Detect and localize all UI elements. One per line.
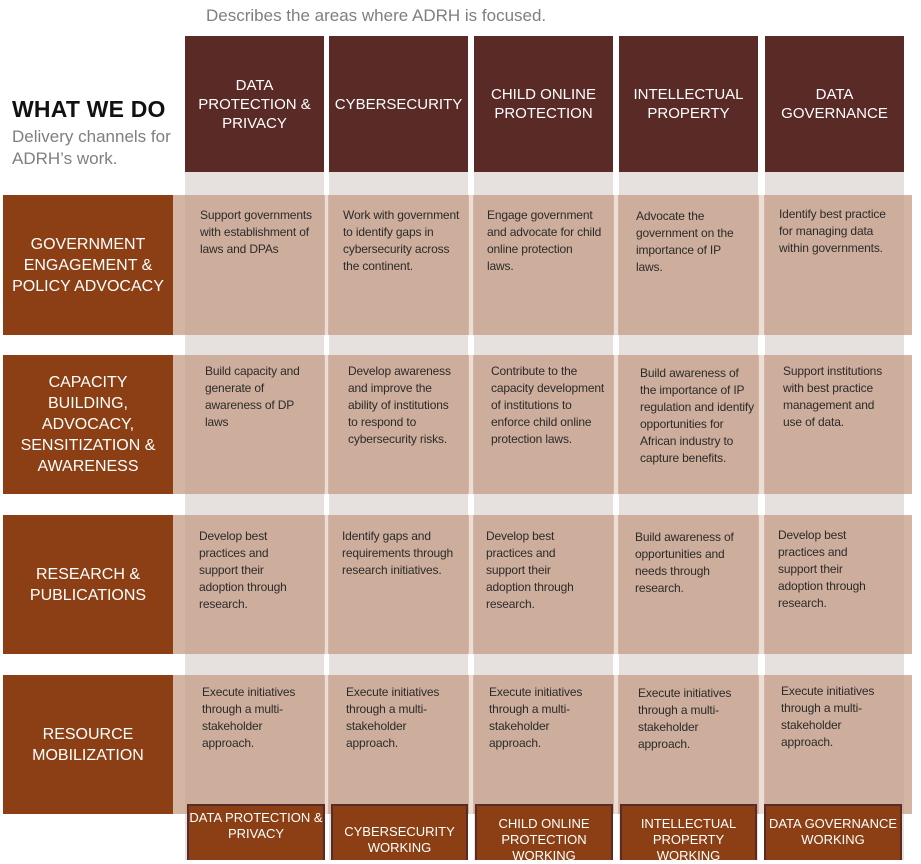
cell-resource-data-protection: Execute initiatives through a multi-stakeholder approach. — [202, 685, 296, 750]
cell-capacity-cybersecurity: Develop awareness and improve the ability of institutions to respond to cybersecurity risks. — [348, 364, 451, 446]
cell-government-child-online: Engage government and advocate for child online protection laws. — [487, 208, 602, 273]
row-header-capacity: CAPACITY BUILDING, ADVOCACY, SENSITIZATION & AWARENESS — [3, 355, 173, 494]
column-header-data-governance: DATA GOVERNANCE — [765, 36, 904, 172]
cell-research-data-protection: Develop best practices and support their adoption through research. — [199, 529, 287, 611]
cell-research-ip: Build awareness of opportunities and needs through research. — [635, 530, 734, 595]
bottom-tab-data-protection[interactable]: DATA PROTECTION & PRIVACY — [187, 804, 325, 860]
bottom-tab-ip[interactable]: INTELLECTUAL PROPERTY WORKING — [620, 804, 757, 860]
bottom-tab-cybersecurity[interactable]: CYBERSECURITY WORKING — [331, 804, 468, 860]
column-separator — [759, 195, 764, 815]
cell-research-child-online: Develop best practices and support their adoption through research. — [486, 529, 574, 611]
bottom-tab-data-governance[interactable]: DATA GOVERNANCE WORKING — [764, 804, 902, 860]
cell-capacity-data-governance: Support institutions with best practice management and use of data. — [783, 364, 883, 429]
cell-resource-cybersecurity: Execute initiatives through a multi-stakeholder approach. — [346, 685, 440, 750]
cell-capacity-ip: Build awareness of the importance of IP regulation and identify opportunities for African industry to capture benefits. — [640, 366, 754, 465]
cell-research-cybersecurity: Identify gaps and requirements through research initiatives. — [342, 529, 454, 577]
column-separator — [325, 195, 328, 815]
column-header-data-protection: DATA PROTECTION & PRIVACY — [185, 36, 324, 172]
column-header-ip: INTELLECTUAL PROPERTY — [619, 36, 758, 172]
row-header-government: GOVERNMENT ENGAGEMENT & POLICY ADVOCACY — [3, 195, 173, 335]
page-subtitle: Delivery channels for ADRH’s work. — [12, 127, 171, 168]
column-separator — [614, 195, 618, 815]
row-header-resource: RESOURCE MOBILIZATION — [3, 675, 173, 814]
cell-capacity-child-online: Contribute to the capacity development of institutions to enforce child online protection laws. — [491, 364, 605, 446]
cell-research-data-governance: Develop best practices and support their adoption through research. — [778, 528, 866, 610]
cell-government-data-governance: Identify best practice for managing data within governments. — [779, 207, 886, 255]
cell-resource-child-online: Execute initiatives through a multi-stakeholder approach. — [489, 685, 583, 750]
column-header-cybersecurity: CYBERSECURITY — [329, 36, 468, 172]
cell-resource-data-governance: Execute initiatives through a multi-stakeholder approach. — [781, 684, 875, 749]
cell-capacity-data-protection: Build capacity and generate of awareness of DP laws — [205, 364, 300, 429]
cell-government-data-protection: Support governments with establishment of laws and DPAs — [200, 208, 312, 256]
cell-government-cybersecurity: Work with government to identify gaps in cybersecurity across the continent. — [343, 208, 460, 273]
cell-government-ip: Advocate the government on the importance of IP laws. — [636, 209, 734, 274]
bottom-tab-child-online[interactable]: CHILD ONLINE PROTECTION WORKING — [475, 804, 613, 860]
top-subtitle: Describes the areas where ADRH is focused. — [206, 6, 547, 25]
cell-resource-ip: Execute initiatives through a multi-stakeholder approach. — [638, 686, 732, 751]
column-separator — [469, 195, 473, 815]
column-header-child-online: CHILD ONLINE PROTECTION — [474, 36, 613, 172]
page-title: WHAT WE DO — [12, 96, 166, 122]
row-header-research: RESEARCH & PUBLICATIONS — [3, 515, 173, 654]
